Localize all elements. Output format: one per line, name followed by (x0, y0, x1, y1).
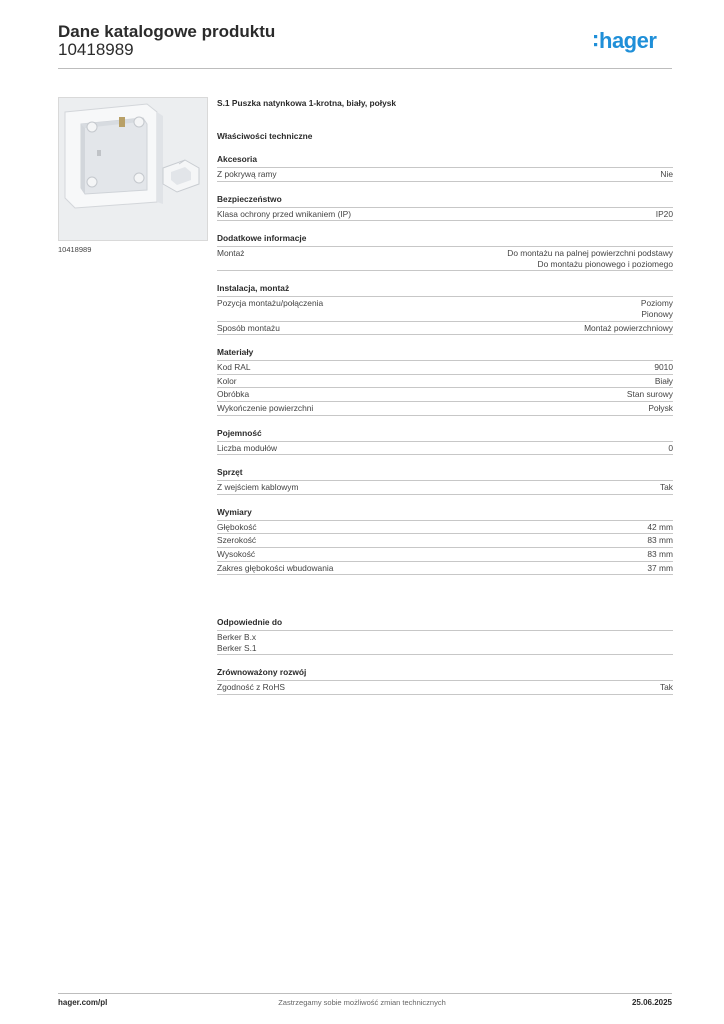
section-title: Odpowiednie do (217, 617, 673, 631)
spec-row (217, 562, 673, 576)
footer-date: 25.06.2025 (631, 998, 672, 1007)
spec-value: Poziomy Pionowy (640, 298, 673, 319)
section-title: Bezpieczeństwo (217, 194, 673, 208)
section-title: Akcesoria (217, 154, 673, 168)
spec-section (217, 194, 673, 222)
surface-box-photo-icon (59, 98, 207, 240)
section-title: Wymiary (217, 507, 673, 521)
spec-row (217, 681, 673, 695)
spec-value: Do montażu na palnej powierzchni podstawy Do montażu pionowego i poziomego (507, 248, 673, 269)
spec-value: 9010 (654, 362, 673, 373)
product-name: S.1 Puszka natynkowa 1-krotna, biały, połysk (217, 98, 397, 108)
spec-section (217, 347, 673, 415)
spec-label: Zgodność z RoHS (217, 682, 285, 693)
spec-row (217, 402, 673, 416)
section-title: Zrównoważony rozwój (217, 667, 673, 681)
spec-value: 42 mm (647, 521, 673, 532)
spec-row (217, 548, 673, 562)
spec-value: Tak (659, 682, 673, 693)
list-item: Berker B.x (217, 632, 257, 643)
spec-value: 37 mm (647, 562, 673, 573)
section-title: Dodatkowe informacje (217, 233, 673, 247)
spec-label: Głębokość (217, 521, 257, 532)
technical-properties-heading: Właściwości techniczne (217, 131, 313, 141)
page-title: Dane katalogowe produktu (58, 22, 276, 41)
suitable-list (217, 631, 673, 655)
spec-section (217, 233, 673, 271)
spec-label: Z wejściem kablowym (217, 482, 299, 493)
spec-label: Wysokość (217, 548, 256, 559)
spec-value: 83 mm (647, 535, 673, 546)
spec-label: Wykończenie powierzchni (217, 402, 314, 413)
spec-value: 0 (668, 442, 673, 453)
spec-label: Sposób montażu (217, 322, 280, 333)
spec-section (217, 428, 673, 456)
spec-section (217, 154, 673, 182)
spec-section (217, 283, 673, 335)
spec-label: Z pokrywą ramy (217, 169, 277, 179)
hager-logo (594, 28, 676, 56)
sustainability-section (217, 667, 673, 695)
spec-label: Zakres głębokości wbudowania (217, 562, 334, 573)
spec-row (217, 521, 673, 535)
spec-label: Kod RAL (217, 362, 251, 373)
list-item: Berker S.1 (217, 642, 257, 653)
spec-row (217, 442, 673, 456)
section-title: Sprzęt (217, 467, 673, 481)
spec-row (217, 481, 673, 495)
spec-label: Kolor (217, 375, 237, 386)
section-title: Instalacja, montaż (217, 283, 673, 297)
spec-value: Montaż powierzchniowy (584, 322, 673, 333)
spec-row (217, 388, 673, 402)
spec-row (217, 247, 673, 271)
product-image (58, 97, 208, 241)
spec-content (217, 96, 673, 695)
spec-label: Liczba modułów (217, 442, 278, 453)
spec-sections (217, 154, 673, 575)
spec-row (217, 168, 673, 182)
spec-value: Połysk (648, 402, 673, 413)
image-caption: 10418989 (58, 245, 92, 254)
suitable-section (217, 617, 673, 655)
header-divider (58, 68, 672, 69)
spec-row (217, 361, 673, 375)
spec-value: Nie (660, 169, 673, 179)
spec-row (217, 208, 673, 222)
spec-row (217, 375, 673, 389)
spec-label: Pozycja montażu/połączenia (217, 298, 324, 309)
footer-website-link[interactable]: hager.com/pl (58, 998, 108, 1007)
spec-row (217, 322, 673, 336)
spec-label: Klasa ochrony przed wnikaniem (IP) (217, 208, 352, 219)
section-title: Pojemność (217, 428, 673, 442)
spec-value: IP20 (655, 208, 673, 219)
spec-section (217, 467, 673, 495)
spec-section (217, 507, 673, 575)
spec-label: Obróbka (217, 389, 250, 400)
spec-value: Stan surowy (626, 389, 673, 400)
spec-label: Szerokość (217, 535, 257, 546)
spec-value: Biały (654, 375, 673, 386)
spec-label: Montaż (217, 248, 245, 259)
spec-row (217, 534, 673, 548)
spec-value: Tak (659, 482, 673, 493)
svg-text:hager: hager (599, 28, 657, 53)
spec-value: 83 mm (647, 548, 673, 559)
footer-divider (58, 993, 672, 994)
section-title: Materiały (217, 347, 673, 361)
footer-disclaimer: Zastrzegamy sobie możliwość zmian technicznych (278, 998, 446, 1007)
spec-row (217, 297, 673, 321)
product-number: 10418989 (58, 40, 134, 59)
